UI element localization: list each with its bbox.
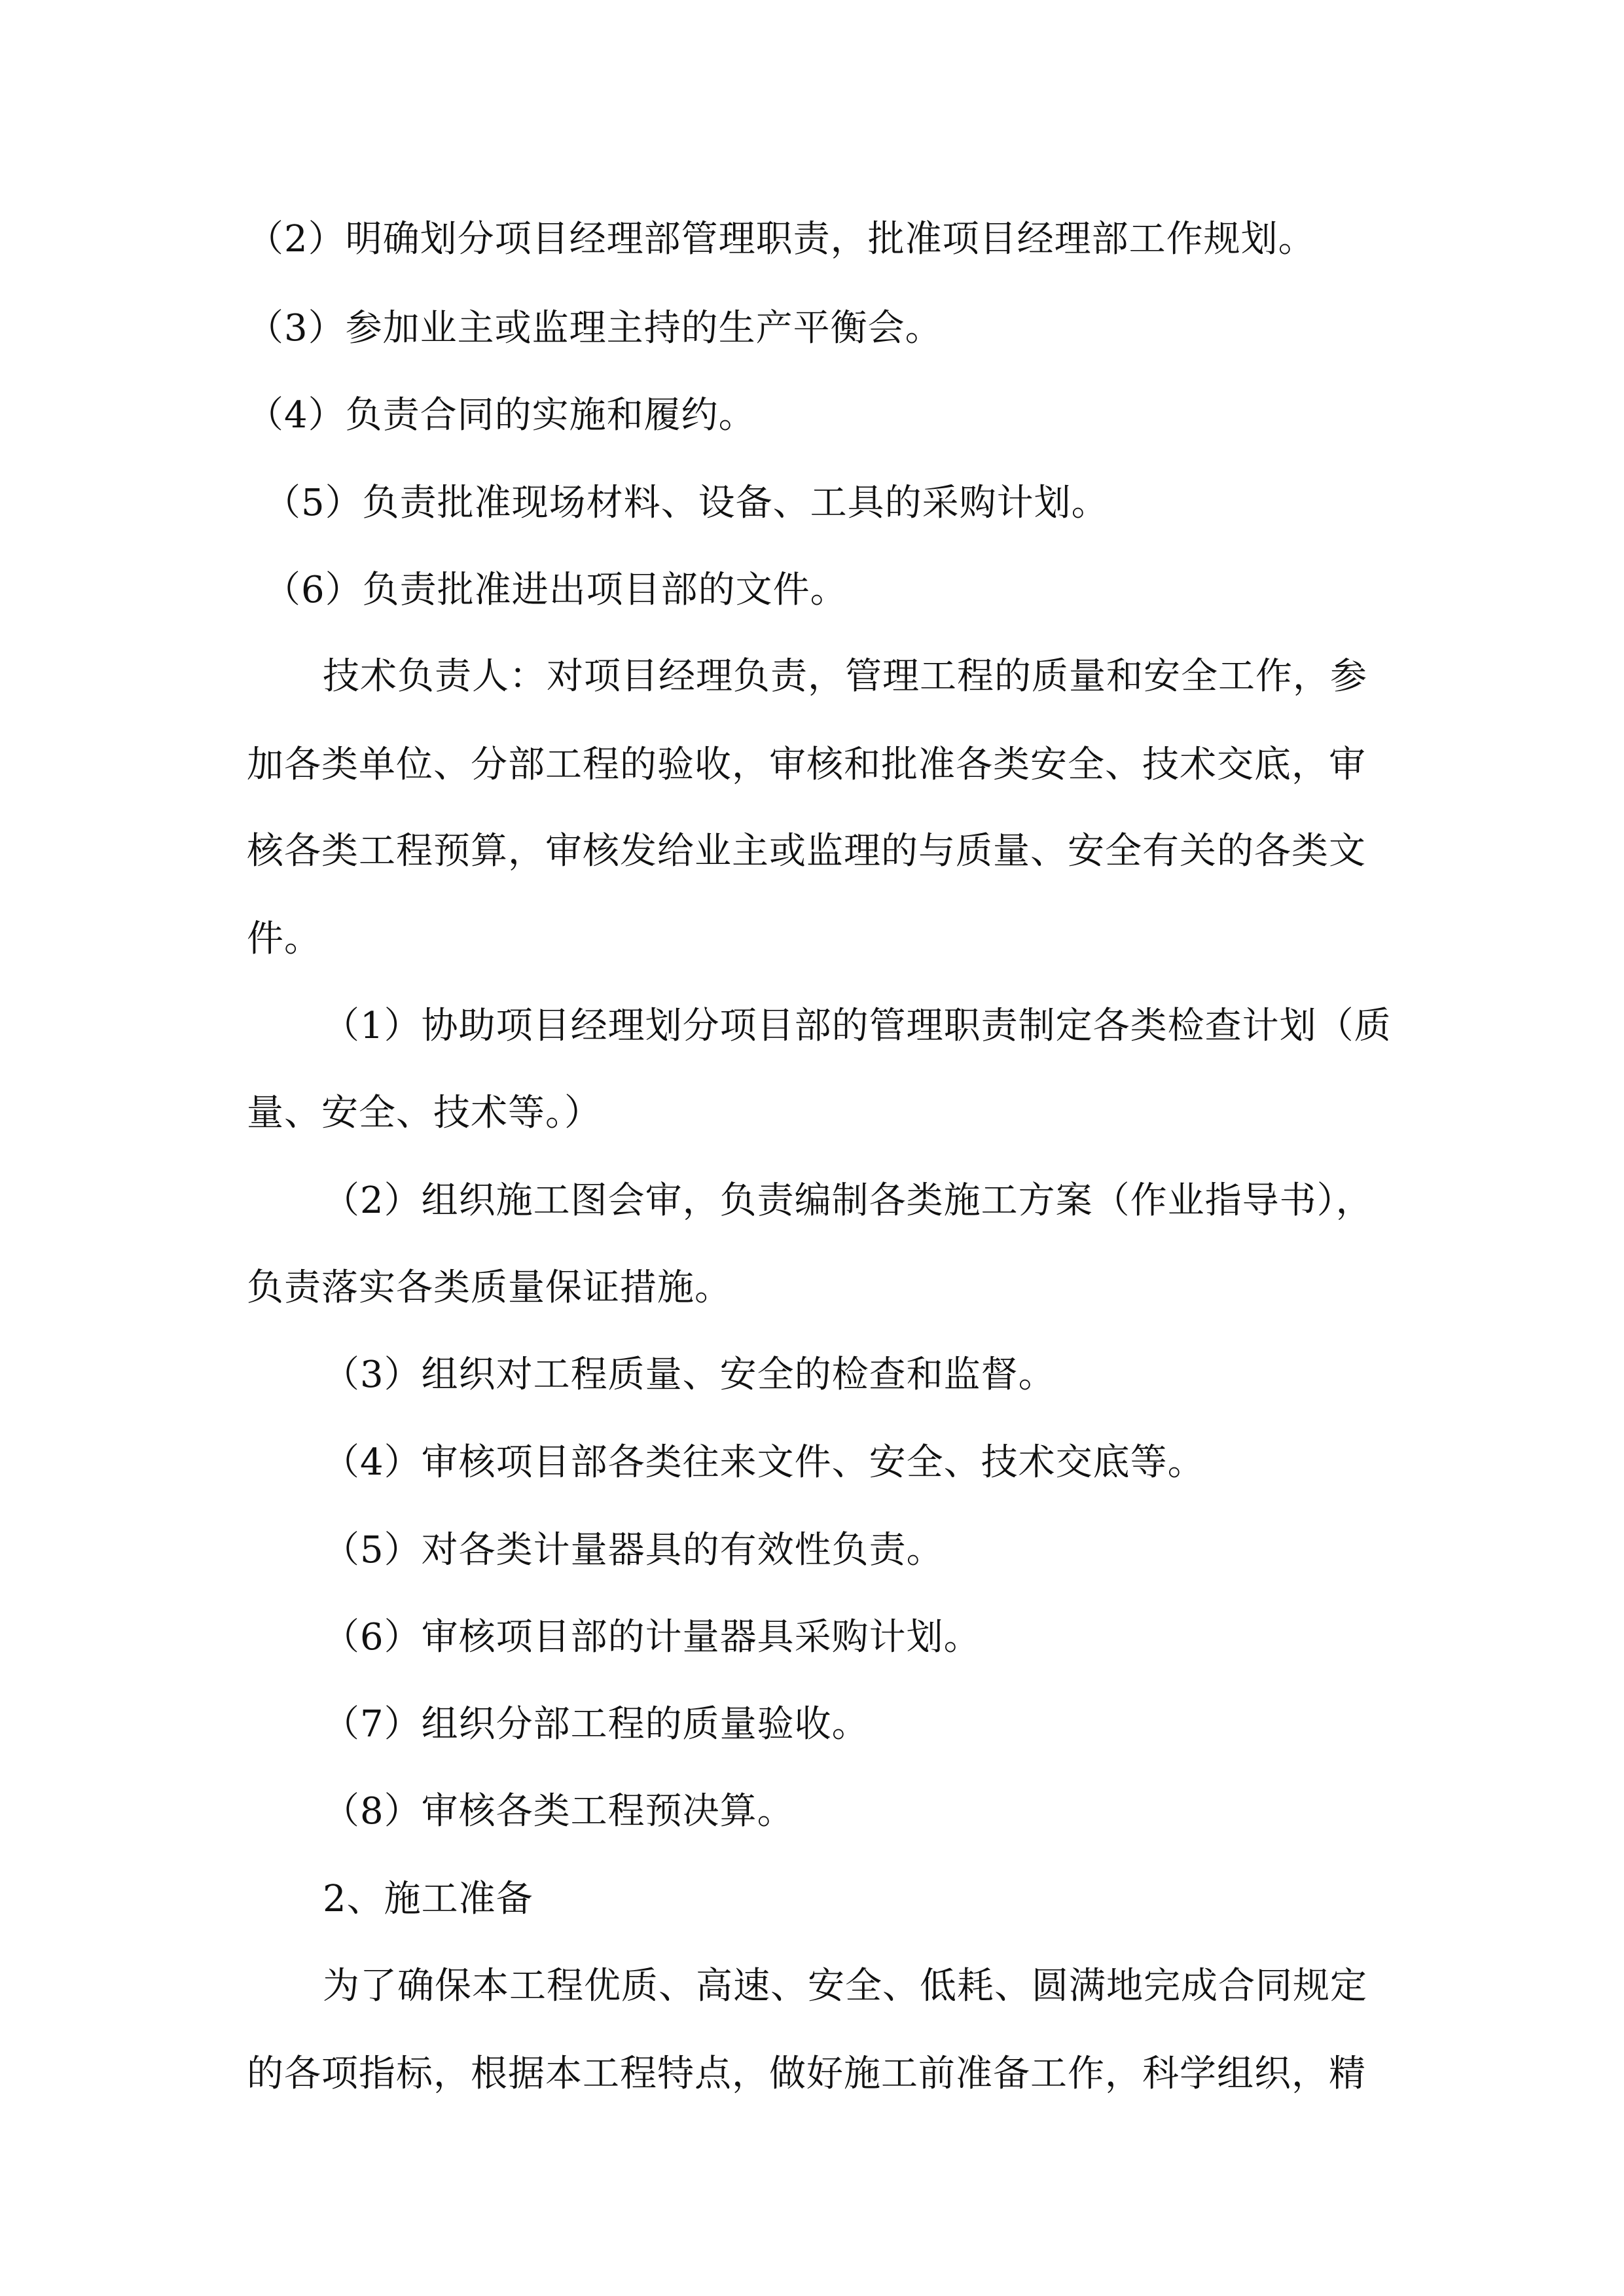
technical-lead-line-4: 件。 [247, 918, 321, 960]
manager-duty-2: （2）明确划分项目经理部管理职责，批准项目经理部工作规划。 [247, 218, 1316, 260]
technical-duty-2-line-1: （2）组织施工图会审，负责编制各类施工方案（作业指导书）， [323, 1179, 1373, 1222]
technical-duty-2-line-2: 负责落实各类质量保证措施。 [247, 1266, 732, 1309]
closing-paragraph-line-2: 的各项指标，根据本工程特点，做好施工前准备工作，科学组织，精 [247, 2053, 1366, 2095]
technical-duty-1-line-1: （1）协助项目经理划分项目部的管理职责制定各类检查计划（质 [323, 1005, 1392, 1047]
technical-lead-line-1: 技术负责人：对项目经理负责，管理工程的质量和安全工作，参 [323, 655, 1367, 698]
manager-duty-6: （6）负责批准进出项目部的文件。 [264, 569, 848, 611]
technical-duty-5: （5）对各类计量器具的有效性负责。 [323, 1529, 944, 1571]
section-heading: 2、施工准备 [323, 1878, 533, 1920]
technical-lead-line-3: 核各类工程预算，审核发给业主或监理的与质量、安全有关的各类文 [247, 830, 1366, 872]
manager-duty-5: （5）负责批准现场材料、设备、工具的采购计划。 [264, 482, 1109, 524]
technical-duty-7: （7）组织分部工程的质量验收。 [323, 1703, 869, 1746]
manager-duty-3: （3）参加业主或监理主持的生产平衡会。 [247, 307, 943, 350]
technical-duty-6: （6）审核项目部的计量器具采购计划。 [323, 1616, 981, 1659]
technical-duty-8: （8）审核各类工程预决算。 [323, 1790, 795, 1833]
technical-duty-3: （3）组织对工程质量、安全的检查和监督。 [323, 1354, 1056, 1396]
technical-duty-1-line-2: 量、安全、技术等。） [247, 1092, 602, 1134]
technical-lead-line-2: 加各类单位、分部工程的验收，审核和批准各类安全、技术交底，审 [247, 744, 1366, 786]
technical-duty-4: （4）审核项目部各类往来文件、安全、技术交底等。 [323, 1441, 1205, 1484]
manager-duty-4: （4）负责合同的实施和履约。 [247, 394, 756, 437]
closing-paragraph-line-1: 为了确保本工程优质、高速、安全、低耗、圆满地完成合同规定 [323, 1965, 1367, 2007]
